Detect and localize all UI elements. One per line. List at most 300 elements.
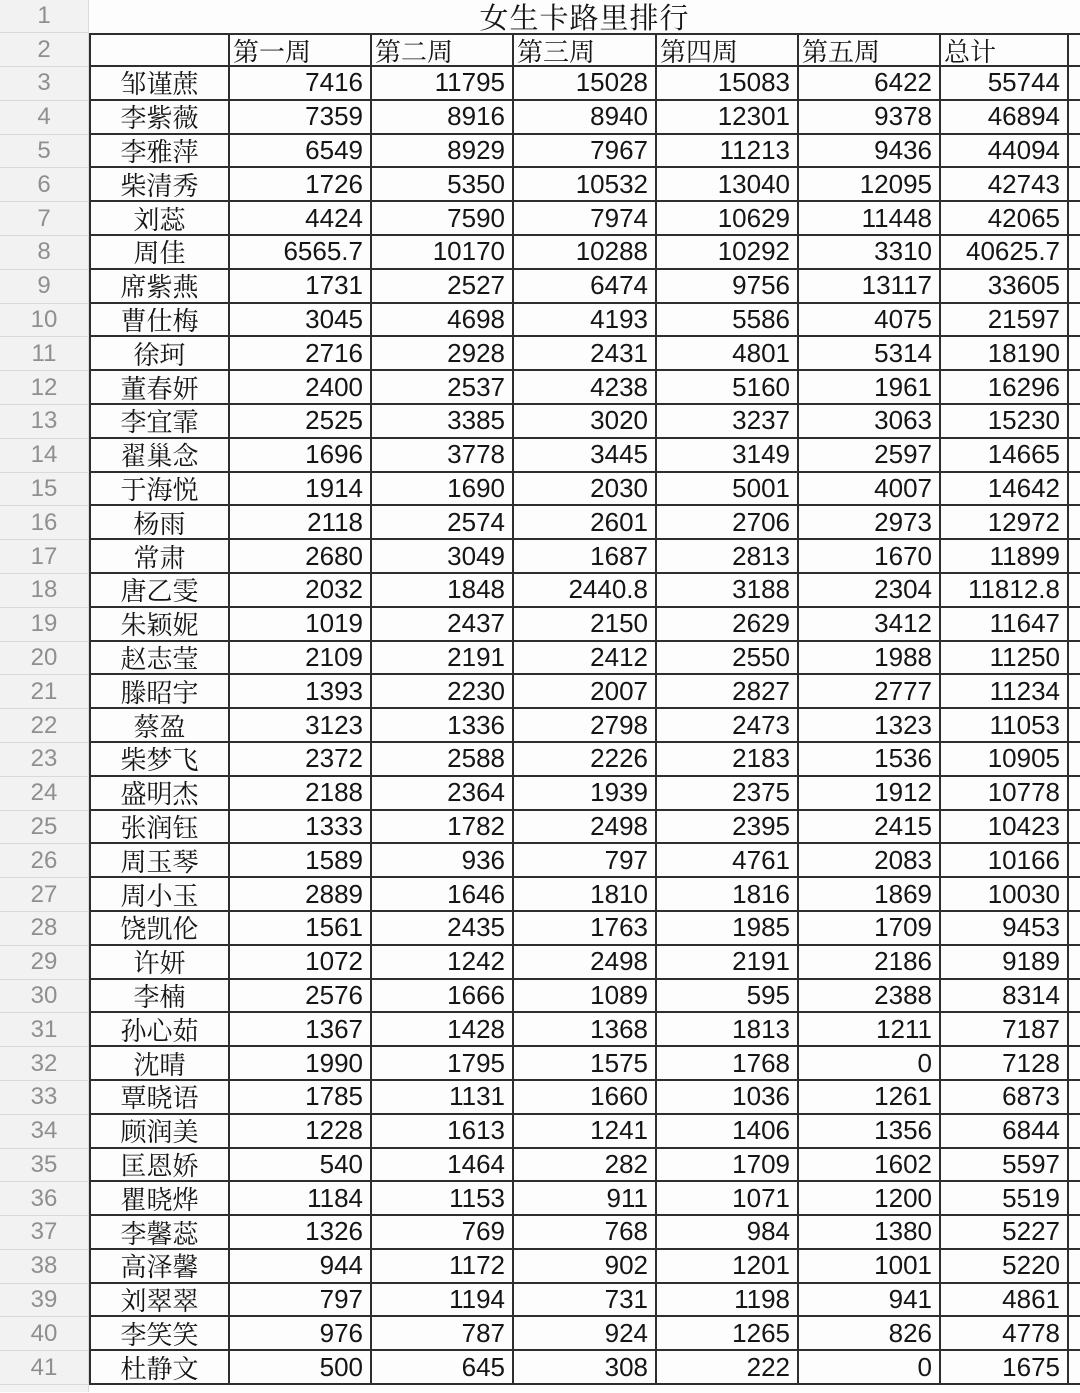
week5-value-cell[interactable]: 4075	[799, 304, 941, 338]
week1-value-cell[interactable]: 1333	[230, 811, 372, 845]
week2-value-cell[interactable]: 1848	[372, 574, 514, 608]
row-number[interactable]: 38	[0, 1250, 89, 1284]
week3-header[interactable]: 第三周	[514, 33, 657, 67]
week2-value-cell[interactable]: 645	[372, 1351, 514, 1385]
week3-value-cell[interactable]: 10288	[514, 236, 657, 270]
week4-value-cell[interactable]: 222	[657, 1351, 799, 1385]
week2-value-cell[interactable]: 1646	[372, 878, 514, 912]
week3-value-cell[interactable]: 7974	[514, 202, 657, 236]
week3-value-cell[interactable]: 2150	[514, 608, 657, 642]
week2-value-cell[interactable]: 1690	[372, 473, 514, 507]
week1-value-cell[interactable]: 1393	[230, 675, 372, 709]
week3-value-cell[interactable]: 7967	[514, 135, 657, 169]
week2-value-cell[interactable]: 769	[372, 1216, 514, 1250]
week2-value-cell[interactable]: 1194	[372, 1284, 514, 1318]
week5-value-cell[interactable]: 1261	[799, 1081, 941, 1115]
week4-value-cell[interactable]: 3237	[657, 405, 799, 439]
week5-value-cell[interactable]: 2304	[799, 574, 941, 608]
total-value-cell[interactable]: 5519	[941, 1182, 1069, 1216]
row-number[interactable]: 15	[0, 473, 89, 507]
student-name-cell[interactable]: 于海悦	[89, 473, 230, 507]
student-name-cell[interactable]: 邹谨蔗	[89, 67, 230, 101]
row-number[interactable]: 11	[0, 337, 89, 371]
row-number[interactable]: 37	[0, 1216, 89, 1250]
week4-value-cell[interactable]: 1036	[657, 1081, 799, 1115]
total-value-cell[interactable]: 33605	[941, 270, 1069, 304]
week1-value-cell[interactable]: 1696	[230, 439, 372, 473]
row-number[interactable]: 7	[0, 202, 89, 236]
week1-value-cell[interactable]: 1326	[230, 1216, 372, 1250]
student-name-cell[interactable]: 李笑笑	[89, 1317, 230, 1351]
week3-value-cell[interactable]: 1241	[514, 1115, 657, 1149]
row-number[interactable]: 39	[0, 1284, 89, 1318]
week5-value-cell[interactable]: 3412	[799, 608, 941, 642]
row-number[interactable]: 35	[0, 1149, 89, 1183]
week4-value-cell[interactable]: 1816	[657, 878, 799, 912]
week4-value-cell[interactable]: 2183	[657, 743, 799, 777]
total-value-cell[interactable]: 4778	[941, 1317, 1069, 1351]
week5-value-cell[interactable]: 1536	[799, 743, 941, 777]
week5-value-cell[interactable]: 941	[799, 1284, 941, 1318]
week5-value-cell[interactable]: 0	[799, 1351, 941, 1385]
week2-value-cell[interactable]: 2928	[372, 337, 514, 371]
week3-value-cell[interactable]: 6474	[514, 270, 657, 304]
week2-value-cell[interactable]: 1613	[372, 1115, 514, 1149]
week4-value-cell[interactable]: 2629	[657, 608, 799, 642]
week5-value-cell[interactable]: 3063	[799, 405, 941, 439]
week1-value-cell[interactable]: 6549	[230, 135, 372, 169]
week3-value-cell[interactable]: 2412	[514, 642, 657, 676]
row-number[interactable]: 23	[0, 743, 89, 777]
week4-value-cell[interactable]: 2813	[657, 540, 799, 574]
total-value-cell[interactable]: 18190	[941, 337, 1069, 371]
student-name-cell[interactable]: 常肃	[89, 540, 230, 574]
week1-value-cell[interactable]: 944	[230, 1250, 372, 1284]
week3-value-cell[interactable]: 1810	[514, 878, 657, 912]
week1-value-cell[interactable]: 7416	[230, 67, 372, 101]
total-value-cell[interactable]: 7187	[941, 1013, 1069, 1047]
sheet-title[interactable]: 女生卡路里排行	[479, 3, 690, 33]
row-number[interactable]: 9	[0, 270, 89, 304]
row-number[interactable]: 14	[0, 439, 89, 473]
row-number[interactable]: 13	[0, 405, 89, 439]
week1-value-cell[interactable]: 2576	[230, 980, 372, 1014]
week1-value-cell[interactable]: 540	[230, 1149, 372, 1183]
week5-value-cell[interactable]: 12095	[799, 168, 941, 202]
row-number[interactable]: 16	[0, 506, 89, 540]
week2-value-cell[interactable]: 1242	[372, 946, 514, 980]
student-name-cell[interactable]: 刘蕊	[89, 202, 230, 236]
week2-value-cell[interactable]: 2435	[372, 912, 514, 946]
row-number[interactable]: 2	[0, 33, 89, 67]
week2-value-cell[interactable]: 2527	[372, 270, 514, 304]
week2-value-cell[interactable]: 11795	[372, 67, 514, 101]
week5-value-cell[interactable]: 6422	[799, 67, 941, 101]
week1-value-cell[interactable]: 2525	[230, 405, 372, 439]
row-number[interactable]: 6	[0, 168, 89, 202]
total-value-cell[interactable]: 10778	[941, 777, 1069, 811]
total-value-cell[interactable]: 11053	[941, 709, 1069, 743]
week1-value-cell[interactable]: 2372	[230, 743, 372, 777]
total-value-cell[interactable]: 6873	[941, 1081, 1069, 1115]
total-value-cell[interactable]: 10423	[941, 811, 1069, 845]
week4-value-cell[interactable]: 5160	[657, 371, 799, 405]
row-number[interactable]: 34	[0, 1115, 89, 1149]
week3-value-cell[interactable]: 1939	[514, 777, 657, 811]
student-name-cell[interactable]: 周玉琴	[89, 844, 230, 878]
week3-value-cell[interactable]: 308	[514, 1351, 657, 1385]
week3-value-cell[interactable]: 2431	[514, 337, 657, 371]
week5-value-cell[interactable]: 1211	[799, 1013, 941, 1047]
week5-value-cell[interactable]: 1323	[799, 709, 941, 743]
student-name-cell[interactable]: 盛明杰	[89, 777, 230, 811]
week1-value-cell[interactable]: 1589	[230, 844, 372, 878]
week3-value-cell[interactable]: 2007	[514, 675, 657, 709]
row-number[interactable]: 41	[0, 1351, 89, 1385]
week1-value-cell[interactable]: 2716	[230, 337, 372, 371]
week1-value-cell[interactable]: 3045	[230, 304, 372, 338]
week4-value-cell[interactable]: 1813	[657, 1013, 799, 1047]
week4-value-cell[interactable]: 12301	[657, 101, 799, 135]
week1-value-cell[interactable]: 1731	[230, 270, 372, 304]
week5-value-cell[interactable]: 2415	[799, 811, 941, 845]
student-name-cell[interactable]: 董春妍	[89, 371, 230, 405]
week1-value-cell[interactable]: 797	[230, 1284, 372, 1318]
week5-value-cell[interactable]: 5314	[799, 337, 941, 371]
week1-value-cell[interactable]: 1726	[230, 168, 372, 202]
week4-value-cell[interactable]: 2191	[657, 946, 799, 980]
total-value-cell[interactable]: 11647	[941, 608, 1069, 642]
student-name-cell[interactable]: 杨雨	[89, 506, 230, 540]
week5-value-cell[interactable]: 0	[799, 1047, 941, 1081]
week4-value-cell[interactable]: 9756	[657, 270, 799, 304]
row-number[interactable]: 30	[0, 980, 89, 1014]
week5-value-cell[interactable]: 1356	[799, 1115, 941, 1149]
week3-value-cell[interactable]: 1763	[514, 912, 657, 946]
total-value-cell[interactable]: 14642	[941, 473, 1069, 507]
week4-value-cell[interactable]: 13040	[657, 168, 799, 202]
week4-value-cell[interactable]: 1265	[657, 1317, 799, 1351]
total-value-cell[interactable]: 44094	[941, 135, 1069, 169]
week2-value-cell[interactable]: 787	[372, 1317, 514, 1351]
week4-value-cell[interactable]: 1201	[657, 1250, 799, 1284]
week4-value-cell[interactable]: 1198	[657, 1284, 799, 1318]
student-name-cell[interactable]: 李楠	[89, 980, 230, 1014]
student-name-cell[interactable]: 赵志莹	[89, 642, 230, 676]
week4-value-cell[interactable]: 4801	[657, 337, 799, 371]
week2-value-cell[interactable]: 2537	[372, 371, 514, 405]
week4-value-cell[interactable]: 1406	[657, 1115, 799, 1149]
total-value-cell[interactable]: 9453	[941, 912, 1069, 946]
week4-value-cell[interactable]: 1071	[657, 1182, 799, 1216]
total-value-cell[interactable]: 11812.8	[941, 574, 1069, 608]
student-name-cell[interactable]: 高泽馨	[89, 1250, 230, 1284]
total-value-cell[interactable]: 40625.7	[941, 236, 1069, 270]
student-name-cell[interactable]: 柴梦飞	[89, 743, 230, 777]
week1-value-cell[interactable]: 1785	[230, 1081, 372, 1115]
row-number[interactable]: 25	[0, 811, 89, 845]
row-number[interactable]: 5	[0, 135, 89, 169]
week3-value-cell[interactable]: 2226	[514, 743, 657, 777]
week2-value-cell[interactable]: 7590	[372, 202, 514, 236]
week2-value-cell[interactable]: 3049	[372, 540, 514, 574]
week4-value-cell[interactable]: 4761	[657, 844, 799, 878]
row-number[interactable]: 8	[0, 236, 89, 270]
week3-value-cell[interactable]: 2030	[514, 473, 657, 507]
student-name-cell[interactable]: 唐乙雯	[89, 574, 230, 608]
student-name-cell[interactable]: 周小玉	[89, 878, 230, 912]
week1-header[interactable]: 第一周	[230, 33, 372, 67]
row-number[interactable]: 12	[0, 371, 89, 405]
week5-value-cell[interactable]: 1988	[799, 642, 941, 676]
student-name-cell[interactable]: 杜静文	[89, 1351, 230, 1385]
week3-value-cell[interactable]: 924	[514, 1317, 657, 1351]
student-name-cell[interactable]: 匡恩娇	[89, 1149, 230, 1183]
week2-value-cell[interactable]: 3385	[372, 405, 514, 439]
week5-value-cell[interactable]: 1200	[799, 1182, 941, 1216]
student-name-cell[interactable]: 许妍	[89, 946, 230, 980]
week4-value-cell[interactable]: 2395	[657, 811, 799, 845]
week3-value-cell[interactable]: 911	[514, 1182, 657, 1216]
total-value-cell[interactable]: 11899	[941, 540, 1069, 574]
week1-value-cell[interactable]: 1019	[230, 608, 372, 642]
week5-value-cell[interactable]: 2083	[799, 844, 941, 878]
student-name-cell[interactable]: 曹仕梅	[89, 304, 230, 338]
week4-value-cell[interactable]: 5586	[657, 304, 799, 338]
total-value-cell[interactable]: 21597	[941, 304, 1069, 338]
name-column-header[interactable]	[89, 33, 230, 67]
row-number[interactable]: 36	[0, 1182, 89, 1216]
student-name-cell[interactable]: 覃晓语	[89, 1081, 230, 1115]
week5-value-cell[interactable]: 1670	[799, 540, 941, 574]
student-name-cell[interactable]: 李紫薇	[89, 101, 230, 135]
week1-value-cell[interactable]: 6565.7	[230, 236, 372, 270]
student-name-cell[interactable]: 李雅萍	[89, 135, 230, 169]
total-value-cell[interactable]: 14665	[941, 439, 1069, 473]
week2-value-cell[interactable]: 1666	[372, 980, 514, 1014]
week2-value-cell[interactable]: 5350	[372, 168, 514, 202]
week2-value-cell[interactable]: 8916	[372, 101, 514, 135]
week4-value-cell[interactable]: 11213	[657, 135, 799, 169]
week2-value-cell[interactable]: 1782	[372, 811, 514, 845]
week3-value-cell[interactable]: 4193	[514, 304, 657, 338]
week4-value-cell[interactable]: 984	[657, 1216, 799, 1250]
row-number[interactable]: 3	[0, 67, 89, 101]
week3-value-cell[interactable]: 8940	[514, 101, 657, 135]
week3-value-cell[interactable]: 768	[514, 1216, 657, 1250]
week5-value-cell[interactable]: 1709	[799, 912, 941, 946]
week1-value-cell[interactable]: 2889	[230, 878, 372, 912]
student-name-cell[interactable]: 徐珂	[89, 337, 230, 371]
total-value-cell[interactable]: 4861	[941, 1284, 1069, 1318]
total-value-cell[interactable]: 15230	[941, 405, 1069, 439]
week4-value-cell[interactable]: 5001	[657, 473, 799, 507]
week3-value-cell[interactable]: 1575	[514, 1047, 657, 1081]
week5-value-cell[interactable]: 9436	[799, 135, 941, 169]
week2-header[interactable]: 第二周	[372, 33, 514, 67]
week5-value-cell[interactable]: 826	[799, 1317, 941, 1351]
week5-value-cell[interactable]: 1961	[799, 371, 941, 405]
week4-header[interactable]: 第四周	[657, 33, 799, 67]
week2-value-cell[interactable]: 1172	[372, 1250, 514, 1284]
week4-value-cell[interactable]: 3149	[657, 439, 799, 473]
week3-value-cell[interactable]: 797	[514, 844, 657, 878]
total-value-cell[interactable]: 5227	[941, 1216, 1069, 1250]
week2-value-cell[interactable]: 936	[372, 844, 514, 878]
week2-value-cell[interactable]: 1464	[372, 1149, 514, 1183]
week3-value-cell[interactable]: 731	[514, 1284, 657, 1318]
week1-value-cell[interactable]: 2032	[230, 574, 372, 608]
week2-value-cell[interactable]: 2364	[372, 777, 514, 811]
week3-value-cell[interactable]: 902	[514, 1250, 657, 1284]
week5-value-cell[interactable]: 1001	[799, 1250, 941, 1284]
total-value-cell[interactable]: 42065	[941, 202, 1069, 236]
week2-value-cell[interactable]: 10170	[372, 236, 514, 270]
week3-value-cell[interactable]: 4238	[514, 371, 657, 405]
row-number[interactable]: 22	[0, 709, 89, 743]
student-name-cell[interactable]: 张润钰	[89, 811, 230, 845]
row-number[interactable]: 28	[0, 912, 89, 946]
week4-value-cell[interactable]: 2550	[657, 642, 799, 676]
student-name-cell[interactable]: 瞿晓烨	[89, 1182, 230, 1216]
week2-value-cell[interactable]: 2588	[372, 743, 514, 777]
week4-value-cell[interactable]: 3188	[657, 574, 799, 608]
week1-value-cell[interactable]: 1990	[230, 1047, 372, 1081]
total-value-cell[interactable]: 1675	[941, 1351, 1069, 1385]
total-value-cell[interactable]: 10905	[941, 743, 1069, 777]
row-number[interactable]: 10	[0, 304, 89, 338]
student-name-cell[interactable]: 柴清秀	[89, 168, 230, 202]
week4-value-cell[interactable]: 2473	[657, 709, 799, 743]
total-value-cell[interactable]: 5220	[941, 1250, 1069, 1284]
total-value-cell[interactable]: 11234	[941, 675, 1069, 709]
week5-value-cell[interactable]: 2973	[799, 506, 941, 540]
week1-value-cell[interactable]: 976	[230, 1317, 372, 1351]
week1-value-cell[interactable]: 2400	[230, 371, 372, 405]
week3-value-cell[interactable]: 3020	[514, 405, 657, 439]
week4-value-cell[interactable]: 2375	[657, 777, 799, 811]
total-value-cell[interactable]: 8314	[941, 980, 1069, 1014]
student-name-cell[interactable]: 饶凯伦	[89, 912, 230, 946]
student-name-cell[interactable]: 顾润美	[89, 1115, 230, 1149]
week1-value-cell[interactable]: 1228	[230, 1115, 372, 1149]
row-number[interactable]: 18	[0, 574, 89, 608]
week1-value-cell[interactable]: 3123	[230, 709, 372, 743]
row-number[interactable]: 17	[0, 540, 89, 574]
row-number[interactable]: 40	[0, 1317, 89, 1351]
week3-value-cell[interactable]: 3445	[514, 439, 657, 473]
week1-value-cell[interactable]: 2118	[230, 506, 372, 540]
total-value-cell[interactable]: 11250	[941, 642, 1069, 676]
week1-value-cell[interactable]: 1072	[230, 946, 372, 980]
week5-header[interactable]: 第五周	[799, 33, 941, 67]
row-number[interactable]: 32	[0, 1047, 89, 1081]
week3-value-cell[interactable]: 15028	[514, 67, 657, 101]
week4-value-cell[interactable]: 595	[657, 980, 799, 1014]
row-number[interactable]: 20	[0, 642, 89, 676]
student-name-cell[interactable]: 朱颖妮	[89, 608, 230, 642]
week3-value-cell[interactable]: 1089	[514, 980, 657, 1014]
week5-value-cell[interactable]: 13117	[799, 270, 941, 304]
week3-value-cell[interactable]: 10532	[514, 168, 657, 202]
row-number[interactable]: 19	[0, 608, 89, 642]
week5-value-cell[interactable]: 3310	[799, 236, 941, 270]
week3-value-cell[interactable]: 2498	[514, 946, 657, 980]
week2-value-cell[interactable]: 1336	[372, 709, 514, 743]
week5-value-cell[interactable]: 11448	[799, 202, 941, 236]
week5-value-cell[interactable]: 2597	[799, 439, 941, 473]
week1-value-cell[interactable]: 1561	[230, 912, 372, 946]
week2-value-cell[interactable]: 8929	[372, 135, 514, 169]
total-value-cell[interactable]: 42743	[941, 168, 1069, 202]
week5-value-cell[interactable]: 9378	[799, 101, 941, 135]
week2-value-cell[interactable]: 3778	[372, 439, 514, 473]
student-name-cell[interactable]: 刘翠翠	[89, 1284, 230, 1318]
week1-value-cell[interactable]: 2680	[230, 540, 372, 574]
student-name-cell[interactable]: 周佳	[89, 236, 230, 270]
total-value-cell[interactable]: 7128	[941, 1047, 1069, 1081]
row-number[interactable]: 21	[0, 675, 89, 709]
week2-value-cell[interactable]: 2191	[372, 642, 514, 676]
week3-value-cell[interactable]: 2798	[514, 709, 657, 743]
week3-value-cell[interactable]: 2440.8	[514, 574, 657, 608]
week4-value-cell[interactable]: 10629	[657, 202, 799, 236]
total-value-cell[interactable]: 5597	[941, 1149, 1069, 1183]
week5-value-cell[interactable]: 4007	[799, 473, 941, 507]
week5-value-cell[interactable]: 2388	[799, 980, 941, 1014]
week5-value-cell[interactable]: 1912	[799, 777, 941, 811]
week4-value-cell[interactable]: 10292	[657, 236, 799, 270]
week4-value-cell[interactable]: 1709	[657, 1149, 799, 1183]
row-number[interactable]: 29	[0, 946, 89, 980]
week4-value-cell[interactable]: 2827	[657, 675, 799, 709]
row-number[interactable]: 33	[0, 1081, 89, 1115]
week3-value-cell[interactable]: 2601	[514, 506, 657, 540]
week2-value-cell[interactable]: 1131	[372, 1081, 514, 1115]
week2-value-cell[interactable]: 1795	[372, 1047, 514, 1081]
week1-value-cell[interactable]: 2109	[230, 642, 372, 676]
week1-value-cell[interactable]: 7359	[230, 101, 372, 135]
week5-value-cell[interactable]: 1602	[799, 1149, 941, 1183]
total-value-cell[interactable]: 46894	[941, 101, 1069, 135]
week5-value-cell[interactable]: 2186	[799, 946, 941, 980]
week3-value-cell[interactable]: 1368	[514, 1013, 657, 1047]
total-value-cell[interactable]: 16296	[941, 371, 1069, 405]
student-name-cell[interactable]: 翟巢念	[89, 439, 230, 473]
row-number[interactable]: 27	[0, 878, 89, 912]
total-value-cell[interactable]: 55744	[941, 67, 1069, 101]
student-name-cell[interactable]: 滕昭宇	[89, 675, 230, 709]
week5-value-cell[interactable]: 2777	[799, 675, 941, 709]
row-number[interactable]: 1	[0, 0, 89, 33]
week2-value-cell[interactable]: 2574	[372, 506, 514, 540]
week3-value-cell[interactable]: 2498	[514, 811, 657, 845]
week4-value-cell[interactable]: 1985	[657, 912, 799, 946]
total-value-cell[interactable]: 10030	[941, 878, 1069, 912]
week2-value-cell[interactable]: 1153	[372, 1182, 514, 1216]
week3-value-cell[interactable]: 282	[514, 1149, 657, 1183]
total-value-cell[interactable]: 10166	[941, 844, 1069, 878]
week3-value-cell[interactable]: 1660	[514, 1081, 657, 1115]
week1-value-cell[interactable]: 1184	[230, 1182, 372, 1216]
total-value-cell[interactable]: 6844	[941, 1115, 1069, 1149]
week2-value-cell[interactable]: 4698	[372, 304, 514, 338]
student-name-cell[interactable]: 李馨蕊	[89, 1216, 230, 1250]
week3-value-cell[interactable]: 1687	[514, 540, 657, 574]
week4-value-cell[interactable]: 1768	[657, 1047, 799, 1081]
week1-value-cell[interactable]: 4424	[230, 202, 372, 236]
total-value-cell[interactable]: 9189	[941, 946, 1069, 980]
